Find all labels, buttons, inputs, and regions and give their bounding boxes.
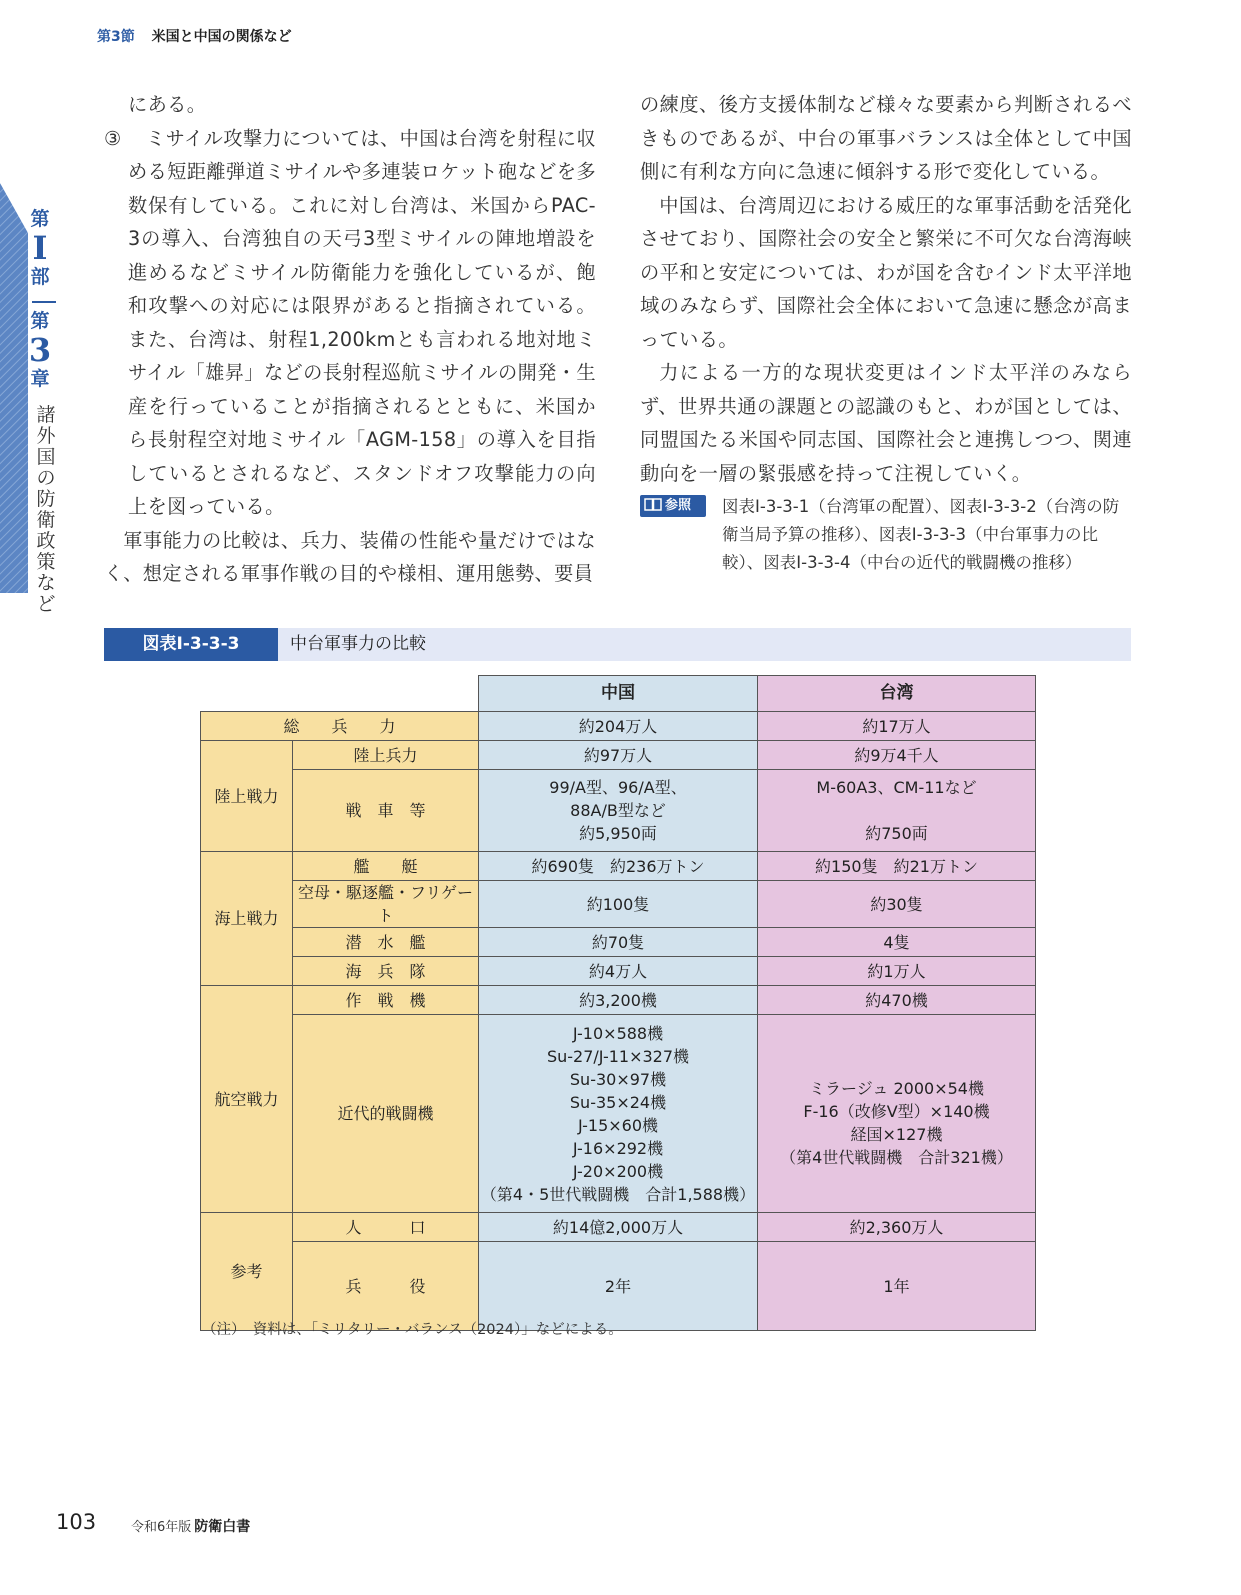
part-suffix: 部: [30, 266, 50, 288]
row-label: 艦 艇: [293, 852, 479, 881]
running-header: [97, 26, 292, 46]
reference-text: 図表Ⅰ-3-3-1（台湾軍の配置）、図表Ⅰ-3-3-2（台湾の防衛当局予算の推移）、図表Ⅰ-3-3-3（中台軍事力の比較）、図表Ⅰ-3-3-4（中台の近代的戦闘機の推移）: [722, 497, 1120, 572]
value-line: [758, 799, 1035, 822]
taiwan-value: 1年: [758, 1242, 1036, 1331]
chapter-title-char: 諸: [36, 404, 56, 426]
value-line: Su-27/J-11×327機: [546, 1046, 690, 1066]
value-line: M-60A3、CM-11など: [816, 778, 977, 797]
chapter-title-char: な: [36, 572, 56, 594]
value-line: （第4世代戦闘機 合計321機）: [780, 1147, 1013, 1167]
table-row: [201, 986, 1036, 1015]
paragraph: 軍事能力の比較は、兵力、装備の性能や量だけではなく、想定される軍事作戦の目的や様相、運用態勢、要員: [104, 528, 596, 585]
category-label: 海上戦力: [201, 852, 293, 986]
china-value: 約97万人: [479, 741, 758, 770]
chapter-title-char: 外: [36, 425, 56, 447]
value-line: F-16（改修V型）×140機: [803, 1101, 990, 1121]
table-row: [201, 741, 1036, 770]
china-value: [479, 770, 758, 852]
value-line: J-10×588機: [572, 1023, 664, 1043]
china-value: 2年: [479, 1242, 758, 1331]
table-row: [201, 770, 1036, 852]
publication-title: 防衛白書: [194, 1519, 251, 1535]
numbered-paragraph: [104, 122, 596, 524]
chapter-side-tab: [0, 183, 60, 615]
part-number: I: [32, 229, 48, 267]
china-value: 約3,200機: [479, 986, 758, 1015]
section-number: 第3節: [97, 29, 135, 45]
row-label: 陸上兵力: [293, 741, 479, 770]
chapter-title-char: 策: [36, 551, 56, 573]
china-value: 約70隻: [479, 928, 758, 957]
chapter-title-char: 政: [36, 530, 56, 552]
paragraph: の練度、後方支援体制など様々な要素から判断されるべきものであるが、中台の軍事バランスは全体として中国側に有利な方向に急速に傾斜する形で変化している。: [640, 93, 1132, 183]
value-line: J-16×292機: [572, 1138, 664, 1158]
page-number: 103: [56, 1510, 97, 1534]
chapter-prefix: 第: [30, 310, 50, 332]
row-label: 人 口: [293, 1213, 479, 1242]
value-line: （第4・5世代戦闘機 合計1,588機）: [480, 1184, 756, 1204]
chapter-suffix: 章: [30, 368, 50, 390]
taiwan-value: 4隻: [758, 928, 1036, 957]
china-value: 約690隻 約236万トン: [479, 852, 758, 881]
category-label: 航空戦力: [201, 986, 293, 1213]
row-label: 潜 水 艦: [293, 928, 479, 957]
figure-title: 中台軍事力の比較: [290, 634, 426, 654]
china-value: [479, 1015, 758, 1213]
row-label: 兵 役: [293, 1242, 479, 1331]
value-line: J-20×200機: [572, 1161, 664, 1181]
taiwan-value: 約150隻 約21万トン: [758, 852, 1036, 881]
tab-divider: [32, 301, 56, 303]
table-note: （注） 資料は、「ミリタリー・バランス（2024）」などによる。: [202, 1322, 623, 1338]
figure-number: 図表Ⅰ-3-3-3: [104, 628, 278, 661]
column-header-taiwan: 台湾: [758, 676, 1036, 712]
taiwan-value: 約2,360万人: [758, 1213, 1036, 1242]
taiwan-value: [758, 1015, 1036, 1213]
value-line: 約750両: [865, 824, 928, 843]
taiwan-value: 約1万人: [758, 957, 1036, 986]
table-row: [201, 852, 1036, 881]
row-label: 戦 車 等: [293, 770, 479, 852]
value-line: 99/A型、96/A型、: [549, 778, 687, 797]
publication-year: 令和6年版: [131, 1520, 192, 1535]
paragraph-text: ミサイル攻撃力については、中国は台湾を射程に収める短距離弾道ミサイルや多連装ロケット砲などを多数保有している。これに対し台湾は、米国からPAC-3の導入、台湾独自の天弓3型ミサイルの陣地増設を進めるなどミサイル防衛能力を強化しているが、飽和攻撃への対応には限界があると指摘されている。また、台湾は、射程1,200kmとも言われる地対地ミサイル「雄昇」などの長射程巡航ミサイルの開発・生産を行っていることが指摘されるとともに、米国から長射程空対地ミサイル「AGM-158」の導入を目指しているとされるなど、スタンドオフ攻撃能力の向上を図っている。: [128, 126, 596, 518]
value-line: 88A/B型など: [570, 801, 666, 820]
taiwan-value: 約17万人: [758, 712, 1036, 741]
reference-label: 参照: [665, 498, 692, 513]
chapter-title-char: の: [36, 467, 56, 489]
value-line: ミラージュ 2000×54機: [809, 1078, 984, 1098]
row-label: 総 兵 力: [201, 712, 479, 741]
chapter-title-char: 防: [36, 488, 56, 510]
table-row: [201, 881, 1036, 928]
row-label: 空母・駆逐艦・フリゲート: [293, 881, 479, 928]
paragraph: 中国は、台湾周辺における威圧的な軍事活動を活発化させており、国際社会の安全と繁栄に不可欠な台湾海峡の平和と安定については、わが国を含むインド太平洋地域のみならず、国際社会全体において急速に懸念が高まっている。: [640, 193, 1132, 351]
book-icon: [644, 495, 662, 517]
taiwan-value: [758, 770, 1036, 852]
section-title: 米国と中国の関係など: [151, 29, 292, 45]
value-line: Su-35×24機: [569, 1092, 667, 1112]
row-label: 作 戦 機: [293, 986, 479, 1015]
item-number: ③: [104, 126, 122, 150]
value-line: Su-30×97機: [569, 1069, 667, 1089]
table-row: [201, 957, 1036, 986]
chapter-title-char: 衛: [36, 509, 56, 531]
table-header-row: [201, 676, 1036, 712]
category-label: 陸上戦力: [201, 741, 293, 852]
table-row: [201, 1015, 1036, 1213]
right-text-column: [640, 88, 1132, 490]
taiwan-value: 約470機: [758, 986, 1036, 1015]
chapter-title: [34, 405, 58, 615]
taiwan-value: 約9万4千人: [758, 741, 1036, 770]
part-label: [20, 208, 60, 288]
china-value: 約100隻: [479, 881, 758, 928]
page-footer: [56, 1510, 251, 1535]
paragraph: 力による一方的な現状変更はインド太平洋のみならず、世界共通の課題との認識のもと、わが国としては、同盟国たる米国や同志国、国際社会と連携しつつ、関連動向を一層の緊張感を持って注視していく。: [640, 361, 1132, 485]
table-row: [201, 928, 1036, 957]
empty-corner: [201, 676, 479, 712]
chapter-number: 3: [28, 331, 52, 369]
value-line: 経国×127機: [850, 1124, 943, 1144]
china-value: 約14億2,000万人: [479, 1213, 758, 1242]
chapter-title-char: 国: [36, 446, 56, 468]
taiwan-value: 約30隻: [758, 881, 1036, 928]
paragraph: にある。: [128, 93, 207, 116]
left-text-column: [104, 88, 596, 591]
china-value: 約4万人: [479, 957, 758, 986]
value-line: J-15×60機: [577, 1115, 659, 1135]
chapter-label: [20, 310, 60, 390]
reference-note: [640, 493, 1132, 577]
row-label: 近代的戦闘機: [293, 1015, 479, 1213]
row-label: 海 兵 隊: [293, 957, 479, 986]
category-label: 参考: [201, 1213, 293, 1331]
china-value: 約204万人: [479, 712, 758, 741]
part-prefix: 第: [30, 208, 50, 230]
table-row: [201, 1213, 1036, 1242]
chapter-title-char: ど: [36, 593, 56, 615]
military-comparison-table: [200, 675, 1036, 1331]
reference-badge: [640, 495, 706, 517]
column-header-china: 中国: [479, 676, 758, 712]
value-line: 約5,950両: [579, 824, 657, 843]
table-row: [201, 712, 1036, 741]
publication: [131, 1516, 250, 1536]
